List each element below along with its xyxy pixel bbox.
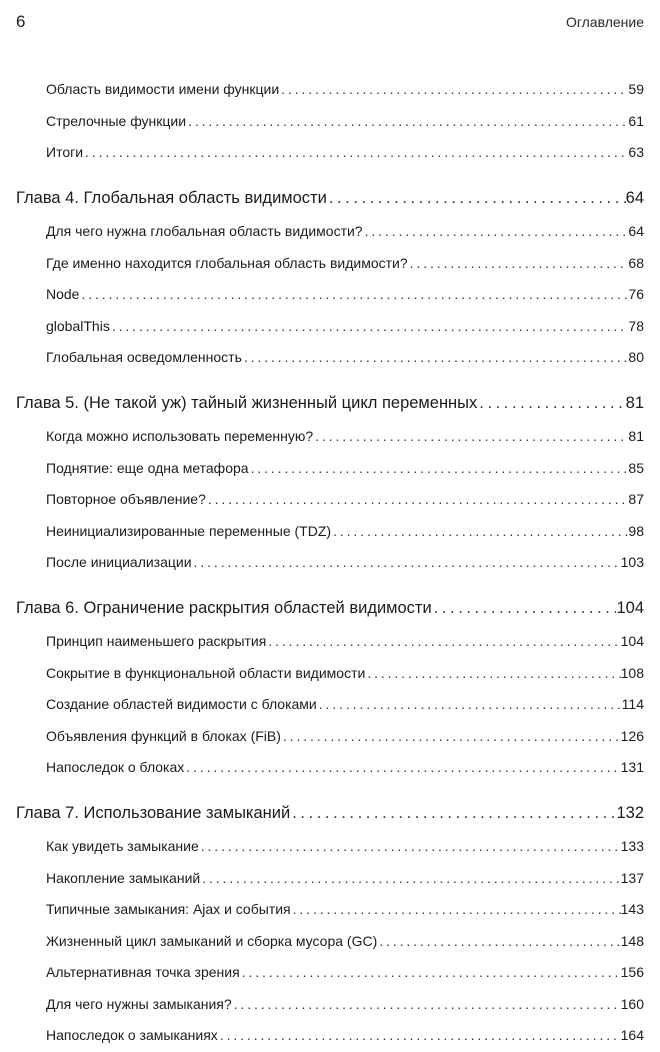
toc-entry-title: Для чего нужна глобальная область видимости?: [46, 223, 363, 239]
toc-entry-title: Типичные замыкания: Ajax и события: [46, 901, 291, 917]
toc-chapter-entry[interactable]: [0, 593, 660, 625]
dot-leader: [313, 421, 628, 453]
toc-entry-page-number: 81: [628, 428, 644, 444]
toc-entry-title: Когда можно использовать переменную?: [46, 428, 314, 444]
dot-leader: [363, 216, 629, 248]
toc-entry-title: Повторное объявление?: [46, 491, 206, 507]
toc-entry-page-number: 126: [620, 727, 644, 744]
dot-leader: [206, 484, 629, 516]
toc-entry-page-number: 98: [628, 522, 644, 539]
dot-leader: [79, 279, 628, 311]
toc-section-entry[interactable]: [0, 658, 660, 690]
dot-leader: [331, 516, 628, 548]
dot-leader: [199, 831, 621, 863]
toc-entry-page-number: 133: [620, 838, 644, 854]
toc-entry-page-number: 131: [620, 759, 644, 775]
toc-entry-page-number: 114: [621, 696, 644, 712]
toc-chapter-entry[interactable]: [0, 183, 660, 215]
toc-section-entry[interactable]: [0, 926, 660, 958]
dot-leader: [249, 453, 629, 485]
toc-entry-page-number: 61: [628, 112, 644, 129]
toc-section-entry[interactable]: [0, 547, 660, 579]
dot-leader: [192, 547, 621, 579]
toc-entry-title: Напоследок о замыканиях: [46, 1027, 218, 1043]
toc-entry-title: Поднятие: еще одна метафора: [46, 459, 249, 476]
dot-leader: [317, 689, 622, 721]
toc-entry-page-number: 132: [616, 803, 644, 822]
toc-section-entry[interactable]: [0, 989, 660, 1021]
toc-section-entry[interactable]: [0, 689, 660, 721]
toc-section-entry[interactable]: [0, 484, 660, 516]
toc-entry-title: После инициализации: [46, 554, 192, 570]
toc-entry-title: Напоследок о блоках: [46, 759, 185, 775]
dot-leader: [240, 957, 621, 989]
toc-entry-page-number: 76: [628, 286, 644, 302]
running-head: Оглавление: [565, 14, 644, 30]
toc-entry-page-number: 59: [628, 81, 644, 97]
dot-leader: [377, 926, 620, 958]
toc-section-entry[interactable]: [0, 74, 660, 106]
toc-entry-title: Стрелочные функции: [46, 112, 187, 129]
toc-entry-page-number: 68: [628, 254, 644, 271]
dot-leader: [281, 721, 621, 753]
toc-entry-page-number: 156: [620, 964, 644, 980]
toc-section-entry[interactable]: [0, 453, 660, 485]
dot-leader: [279, 74, 628, 106]
dot-leader: [291, 894, 621, 926]
toc-entry-page-number: 104: [620, 633, 644, 649]
toc-entry-title: Область видимости имени функции: [46, 81, 280, 97]
toc-entry-title: Жизненный цикл замыканий и сборка мусора (GC): [46, 932, 378, 949]
toc-entry-page-number: 80: [628, 349, 644, 365]
toc-entry-page-number: 160: [620, 995, 644, 1012]
page-number: 6: [16, 12, 26, 31]
toc-entry-title: Накопление замыканий: [46, 869, 201, 886]
dot-leader: [477, 388, 625, 420]
dot-leader: [408, 248, 629, 280]
toc-section-entry[interactable]: [0, 279, 660, 311]
toc-entry-title: Для чего нужны замыкания?: [46, 995, 232, 1012]
toc-section-entry[interactable]: [0, 863, 660, 895]
toc-chapter-entry[interactable]: [0, 798, 660, 830]
toc-entry-page-number: 63: [628, 144, 644, 160]
toc-entry-title: Объявления функций в блоках (FiB): [46, 727, 281, 744]
table-of-contents: [0, 74, 660, 1052]
toc-entry-title: Глава 5. (Не такой уж) тайный жизненный цикл переменных: [16, 393, 478, 412]
toc-entry-title: Альтернативная точка зрения: [46, 964, 240, 980]
toc-entry-page-number: 104: [616, 598, 644, 617]
toc-section-entry[interactable]: [0, 216, 660, 248]
dot-leader: [365, 658, 620, 690]
toc-entry-title: Неинициализированные переменные (TDZ): [46, 522, 332, 539]
toc-entry-title: Принцип наименьшего раскрытия: [46, 633, 267, 649]
toc-section-entry[interactable]: [0, 137, 660, 169]
dot-leader: [432, 593, 617, 625]
toc-entry-title: Как увидеть замыкание: [46, 838, 199, 854]
toc-entry-page-number: 81: [625, 393, 644, 412]
toc-section-entry[interactable]: [0, 516, 660, 548]
toc-entry-title: Глава 6. Ограничение раскрытия областей видимости: [16, 598, 432, 617]
toc-entry-page-number: 64: [628, 223, 644, 239]
toc-section-entry[interactable]: [0, 894, 660, 926]
dot-leader: [242, 342, 629, 374]
toc-entry-page-number: 108: [620, 664, 644, 681]
toc-entry-page-number: 164: [620, 1027, 644, 1043]
page-header: [16, 12, 644, 36]
toc-section-entry[interactable]: [0, 957, 660, 989]
toc-section-entry[interactable]: [0, 342, 660, 374]
toc-entry-title: Node: [46, 286, 80, 302]
toc-entry-title: Где именно находится глобальная область видимости?: [46, 254, 408, 271]
dot-leader: [83, 137, 628, 169]
toc-section-entry[interactable]: [0, 626, 660, 658]
toc-entry-title: Итоги: [46, 144, 84, 160]
dot-leader: [327, 183, 626, 215]
toc-section-entry[interactable]: [0, 721, 660, 753]
toc-entry-page-number: 85: [628, 459, 644, 476]
dot-leader: [186, 106, 628, 138]
toc-section-entry[interactable]: [0, 752, 660, 784]
toc-chapter-entry[interactable]: [0, 388, 660, 420]
toc-section-entry[interactable]: [0, 421, 660, 453]
dot-leader: [232, 989, 621, 1021]
dot-leader: [200, 863, 620, 895]
toc-entry-title: Глава 4. Глобальная область видимости: [16, 188, 327, 207]
toc-entry-title: Создание областей видимости с блоками: [46, 696, 317, 712]
toc-entry-page-number: 148: [620, 932, 644, 949]
dot-leader: [266, 626, 620, 658]
toc-section-entry[interactable]: [0, 248, 660, 280]
toc-entry-title: Сокрытие в функциональной области видимости: [46, 664, 366, 681]
toc-section-entry[interactable]: [0, 831, 660, 863]
toc-section-entry[interactable]: [0, 106, 660, 138]
dot-leader: [184, 752, 620, 784]
toc-entry-title: Глава 7. Использование замыканий: [16, 803, 291, 822]
toc-entry-page-number: 78: [628, 317, 644, 334]
toc-entry-page-number: 87: [628, 491, 644, 507]
toc-entry-title: globalThis: [46, 317, 110, 334]
toc-entry-page-number: 137: [620, 869, 644, 886]
toc-entry-page-number: 103: [620, 554, 644, 570]
toc-entry-page-number: 143: [620, 901, 644, 917]
toc-entry-title: Глобальная осведомленность: [46, 349, 242, 365]
dot-leader: [290, 798, 616, 830]
toc-section-entry[interactable]: [0, 311, 660, 343]
toc-entry-page-number: 64: [625, 188, 644, 207]
dot-leader: [110, 311, 629, 343]
